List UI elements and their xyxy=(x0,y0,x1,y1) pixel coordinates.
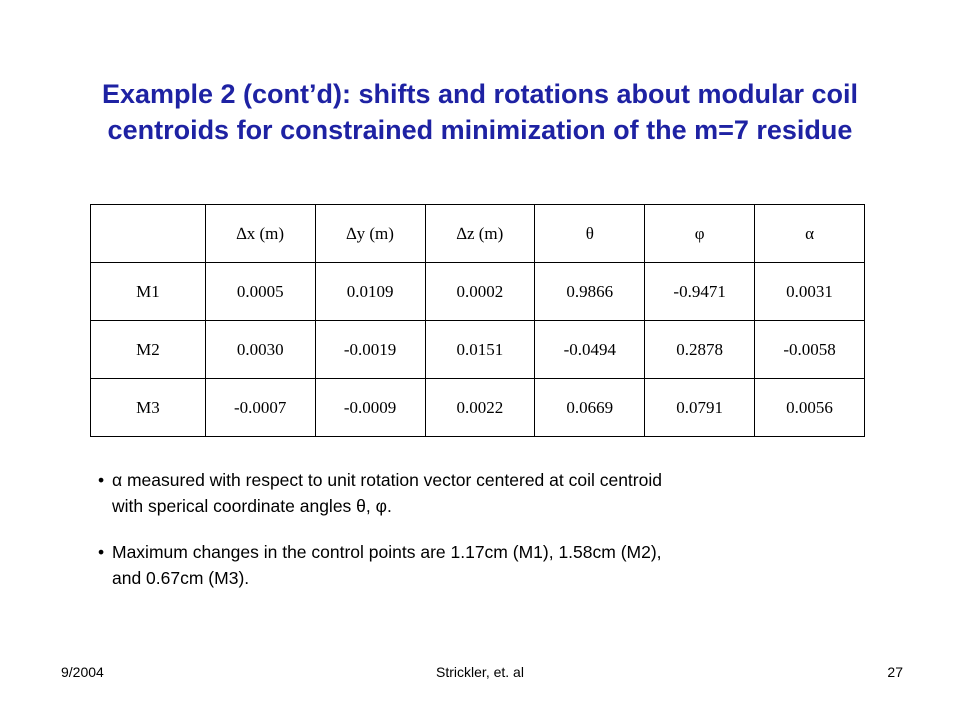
cell-dx: 0.0005 xyxy=(205,263,315,321)
cell-dy: -0.0009 xyxy=(315,379,425,437)
cell-dz: 0.0002 xyxy=(425,263,535,321)
footer-date: 9/2004 xyxy=(61,664,104,680)
bullet-text xyxy=(112,539,662,591)
slide-title xyxy=(20,76,940,148)
header-cell-empty xyxy=(91,205,206,263)
cell-theta: 0.9866 xyxy=(535,263,645,321)
cell-theta: -0.0494 xyxy=(535,321,645,379)
coil-shift-rotation-table xyxy=(90,204,865,437)
header-cell-theta: θ xyxy=(535,205,645,263)
header-cell-dx: ∆x (m) xyxy=(205,205,315,263)
cell-dx: 0.0030 xyxy=(205,321,315,379)
bullet-text xyxy=(112,467,662,519)
cell-theta: 0.0669 xyxy=(535,379,645,437)
bullet-text-line-1: α measured with respect to unit rotation vector centered at coil centroid xyxy=(112,470,662,490)
table-row-m3 xyxy=(91,379,865,437)
cell-dy: -0.0019 xyxy=(315,321,425,379)
cell-alpha: -0.0058 xyxy=(755,321,865,379)
slide-title-line-1: Example 2 (cont’d): shifts and rotations about modular coil xyxy=(101,79,859,109)
header-cell-dy: ∆y (m) xyxy=(315,205,425,263)
footer-author: Strickler, et. al xyxy=(436,664,524,680)
cell-dx: -0.0007 xyxy=(205,379,315,437)
row-label: M2 xyxy=(91,321,206,379)
bullet-item-alpha-note xyxy=(98,467,888,519)
cell-alpha: 0.0031 xyxy=(755,263,865,321)
bullet-list xyxy=(98,467,888,591)
bullet-marker: • xyxy=(98,542,105,562)
table-row-m1 xyxy=(91,263,865,321)
header-cell-dz: ∆z (m) xyxy=(425,205,535,263)
header-cell-phi: φ xyxy=(645,205,755,263)
row-label: M3 xyxy=(91,379,206,437)
bullet-text-line-1: Maximum changes in the control points are 1.17cm (M1), 1.58cm (M2), xyxy=(112,542,662,562)
bullet-text-line-2: with sperical coordinate angles θ, φ. xyxy=(112,496,392,516)
row-label: M1 xyxy=(91,263,206,321)
cell-phi: 0.2878 xyxy=(645,321,755,379)
footer-page-number: 27 xyxy=(887,664,903,680)
cell-dz: 0.0022 xyxy=(425,379,535,437)
cell-dz: 0.0151 xyxy=(425,321,535,379)
bullet-item-max-changes xyxy=(98,539,888,591)
table-header-row xyxy=(91,205,865,263)
bullet-marker: • xyxy=(98,470,105,490)
cell-alpha: 0.0056 xyxy=(755,379,865,437)
cell-dy: 0.0109 xyxy=(315,263,425,321)
cell-phi: 0.0791 xyxy=(645,379,755,437)
bullet-text-line-2: and 0.67cm (M3). xyxy=(112,568,250,588)
slide-title-line-2: centroids for constrained minimization of the m=7 residue xyxy=(107,115,853,145)
cell-phi: -0.9471 xyxy=(645,263,755,321)
header-cell-alpha: α xyxy=(755,205,865,263)
table-row-m2 xyxy=(91,321,865,379)
